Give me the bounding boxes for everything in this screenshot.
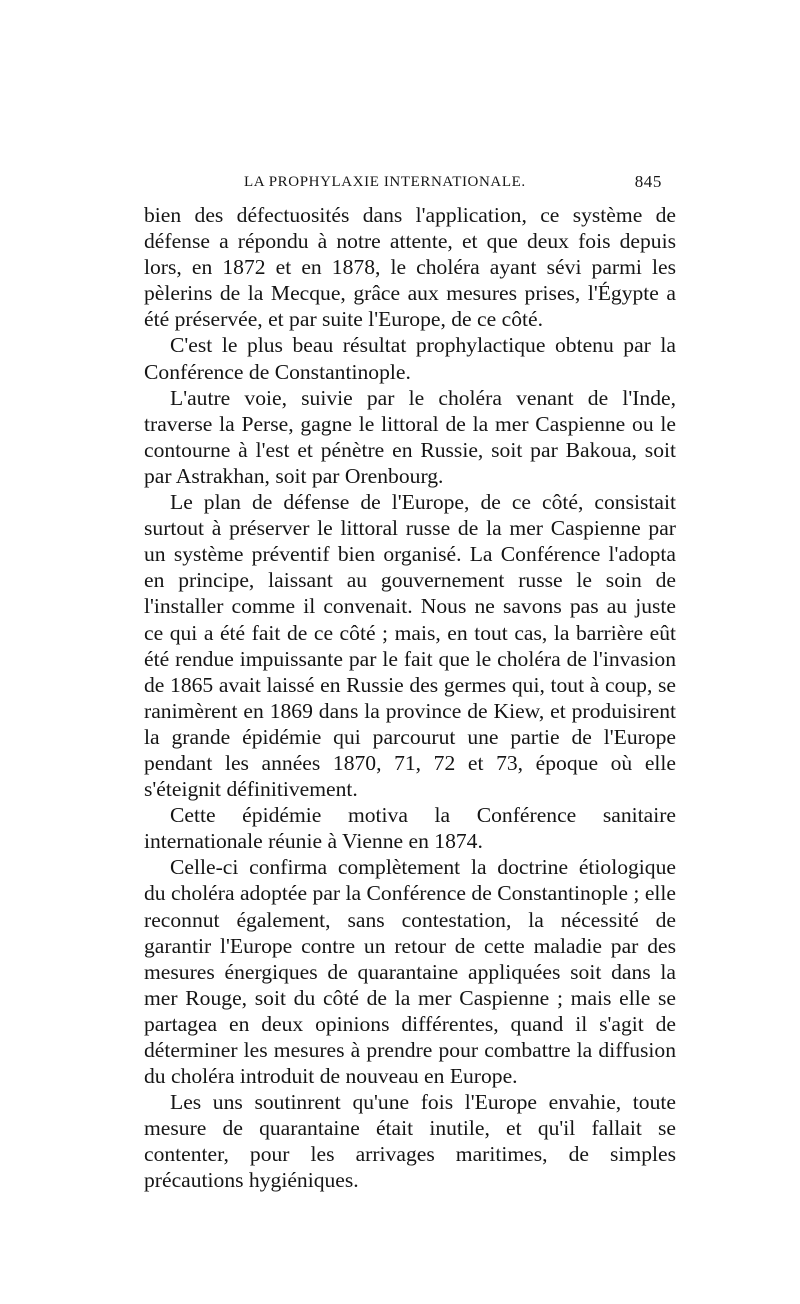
book-page (144, 172, 676, 1194)
running-title: LA PROPHYLAXIE INTERNATIONALE. (244, 174, 526, 190)
running-header (144, 172, 676, 202)
paragraph: Le plan de défense de l'Europe, de ce côté, consistait surtout à préserver le littoral russe de la mer Caspienne par un système préventif bien organisé. La Conférence l'adopta en principe, laissant au gouvernement russe le soin de l'installer comme il convenait. Nous ne savons pas au juste ce qui a été fait de ce côté ; mais, en tout cas, la barrière eût été rendue impuissante par le fait que le choléra de l'invasion de 1865 avait laissé en Russie des germes qui, tout à coup, se ranimèrent en 1869 dans la province de Kiew, et produisirent la grande épidémie qui parcourut une partie de l'Europe pendant les années 1870, 71, 72 et 73, époque où elle s'éteignit définitivement. (144, 490, 676, 802)
paragraph: Cette épidémie motiva la Conférence sanitaire internationale réunie à Vienne en 1874. (144, 803, 676, 854)
paragraph: Les uns soutinrent qu'une fois l'Europe envahie, toute mesure de quarantaine était inutile, et qu'il fallait se contenter, pour les arrivages maritimes, de simples précautions hygiéniques. (144, 1090, 676, 1193)
page-number: 845 (634, 172, 662, 191)
paragraph-continuation: bien des défectuosités dans l'application, ce système de défense a répondu à notre attente, et que deux fois depuis lors, en 1872 et en 1878, le choléra ayant sévi parmi les pèlerins de la Mecque, grâce aux mesures prises, l'Égypte a été préservée, et par suite l'Europe, de ce côté. (144, 203, 676, 332)
paragraph: C'est le plus beau résultat prophylactique obtenu par la Conférence de Constantinople. (144, 333, 676, 384)
paragraph: L'autre voie, suivie par le choléra venant de l'Inde, traverse la Perse, gagne le littoral de la mer Caspienne ou le contourne à l'est et pénètre en Russie, soit par Bakoua, soit par Astrakhan, soit par Orenbourg. (144, 385, 676, 488)
body-text (144, 202, 676, 1194)
paragraph: Celle-ci confirma complètement la doctrine étiologique du choléra adoptée par la Conférence de Constantinople ; elle reconnut également, sans contestation, la nécessité de garantir l'Europe contre un retour de cette maladie par des mesures énergiques de quarantaine appliquées soit dans la mer Rouge, soit du côté de la mer Caspienne ; mais elle se partagea en deux opinions différentes, quand il s'agit de déterminer les mesures à prendre pour combattre la diffusion du choléra introduit de nouveau en Europe. (144, 855, 676, 1089)
